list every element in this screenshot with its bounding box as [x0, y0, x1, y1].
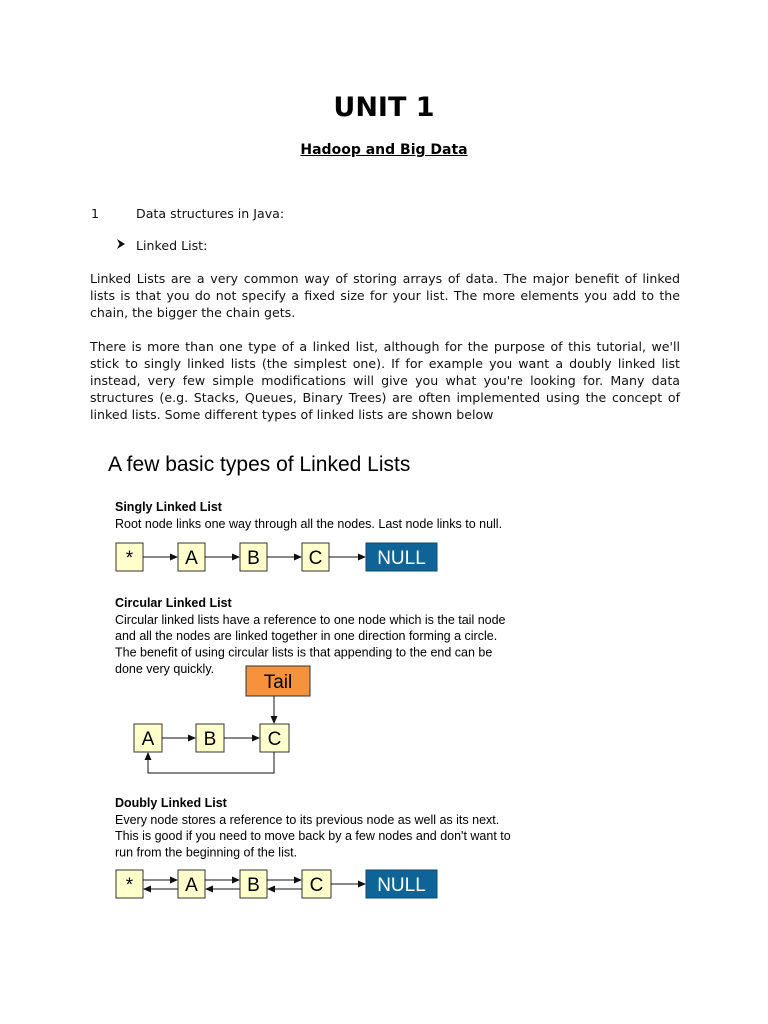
circular-desc-line: Circular linked lists have a reference to one node which is the tail node	[115, 613, 506, 627]
doubly-node-label: C	[309, 875, 324, 896]
section-title: Data structures in Java:	[136, 206, 285, 221]
singly-desc: Root node links one way through all the nodes. Last node links to null.	[115, 517, 503, 531]
singly-node-label: A	[185, 548, 198, 569]
singly-null-label: NULL	[377, 548, 426, 569]
doubly-node-label: *	[125, 875, 134, 896]
bullet-label: Linked List:	[136, 238, 208, 253]
arrowhead-bullet-icon	[116, 237, 126, 255]
doubly-desc-line: This is good if you need to move back by a few nodes and don't want to	[115, 829, 511, 843]
singly-title: Singly Linked List	[115, 500, 222, 514]
tail-label: Tail	[263, 672, 293, 693]
singly-list	[116, 543, 437, 571]
unit-title: UNIT 1	[333, 92, 435, 123]
section-number: 1	[91, 206, 100, 221]
doubly-node-label: A	[185, 875, 198, 896]
linked-list-diagram	[0, 440, 768, 920]
doubly-null-label: NULL	[377, 875, 426, 896]
doubly-title: Doubly Linked List	[115, 796, 227, 810]
circular-desc-line: and all the nodes are linked together in one direction forming a circle.	[115, 629, 498, 643]
paragraph-line: Linked Lists are a very common way of storing arrays of data. The major benefit of linked	[90, 271, 680, 286]
doubly-desc-line: Every node stores a reference to its previous node as well as its next.	[115, 813, 500, 827]
paragraph-1	[90, 270, 680, 321]
paragraph-line: structures (e.g. Stacks, Queues, Binary Trees) are often implemented using the concept of	[90, 390, 680, 405]
subtitle: Hadoop and Big Data	[300, 142, 468, 158]
paragraph-line: stick to singly linked lists (the simplest one). If for example you want a doubly linked list	[90, 356, 680, 371]
circular-desc-line: The benefit of using circular lists is that appending to the end can be	[115, 645, 493, 660]
circular-node-label: C	[267, 729, 282, 750]
paragraph-line: linked lists. Some different types of linked lists are shown below	[90, 407, 494, 422]
circular-node-label: A	[141, 729, 155, 750]
singly-node-label: B	[247, 548, 260, 569]
doubly-node-label: B	[247, 875, 260, 896]
paragraph-line: lists is that you do not specify a fixed size for your list. The more elements you add to the	[90, 288, 680, 303]
paragraph-line: chain, the bigger the chain gets.	[90, 305, 296, 320]
circular-title: Circular Linked List	[115, 596, 232, 610]
paragraph-line: instead, very few simple modifications will give you what you're looking for. Many data	[90, 373, 680, 388]
circular-return-arrow	[148, 752, 274, 773]
doubly-list	[116, 870, 437, 898]
singly-node-label: *	[125, 548, 134, 569]
circular-desc-line: done very quickly.	[115, 662, 215, 676]
singly-node-label: C	[308, 548, 323, 569]
circular-node-label: B	[203, 729, 217, 750]
paragraph-line: There is more than one type of a linked list, although for the purpose of this tutorial, we'll	[90, 339, 680, 354]
diagram-heading: A few basic types of Linked Lists	[108, 453, 411, 476]
doubly-desc-line: run from the beginning of the list.	[115, 845, 298, 860]
circular-list	[134, 666, 310, 773]
paragraph-2	[90, 338, 680, 423]
